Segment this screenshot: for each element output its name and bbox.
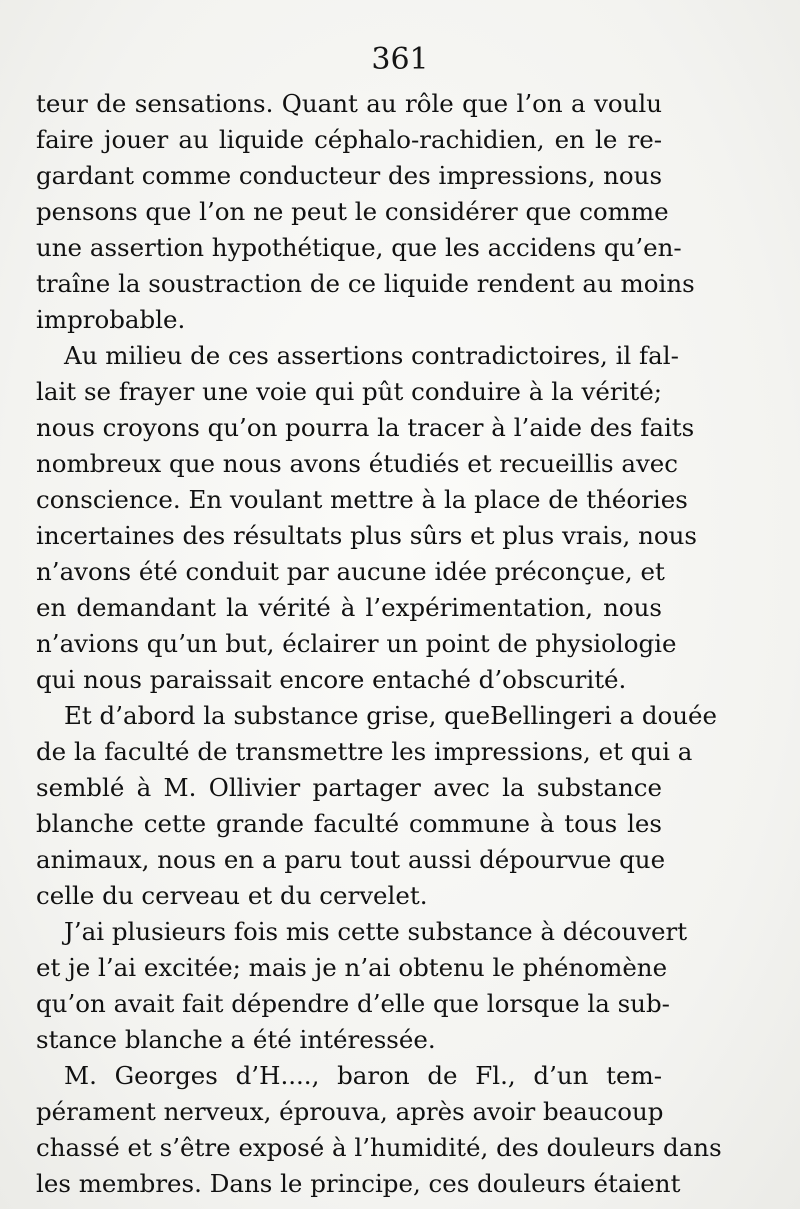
text-line: gardant comme conducteur des impressions, nous [36,161,663,190]
paragraph [36,86,695,338]
text-line: chassé et s’être exposé à l’humidité, des douleurs dans [36,1133,722,1162]
page-number: 361 [371,42,429,77]
text-line: teur de sensations. Quant au rôle que l’on a voulu [36,89,662,118]
body-text [36,86,722,1202]
text-line: n’avions qu’un but, éclairer un point de physiologie [36,629,677,658]
text-line: lait se frayer une voie qui pût conduire à la vérité; [36,377,662,406]
text-line: les membres. Dans le principe, ces douleurs étaient [36,1169,681,1198]
text-line: de la faculté de transmettre les impressions, et qui a [36,737,693,766]
text-line: Au milieu de ces assertions contradictoires, il fal- [64,341,679,370]
text-line: conscience. En voulant mettre à la place de théories [36,485,688,514]
text-line: nous croyons qu’on pourra la tracer à l’aide des faits [36,413,695,442]
text-line: pensons que l’on ne peut le considérer que comme [36,197,669,226]
text-line: nombreux que nous avons étudiés et recueillis avec [36,449,679,478]
paragraph [36,338,697,698]
text-line: stance blanche a été intéressée. [36,1025,436,1054]
paragraph [36,1058,722,1202]
text-line: incertaines des résultats plus sûrs et plus vrais, nous [36,521,697,550]
text-line: n’avons été conduit par aucune idée préconçue, et [36,557,665,586]
text-line: semblé à M. Ollivier partager avec la substance [36,773,662,802]
text-line: qu’on avait fait dépendre d’elle que lorsque la sub- [36,989,670,1018]
text-line: une assertion hypothétique, que les accidens qu’en- [36,233,682,262]
text-line: et je l’ai excitée; mais je n’ai obtenu le phénomène [36,953,668,982]
text-line: Et d’abord la substance grise, queBellingeri a douée [64,701,718,730]
text-line: animaux, nous en a paru tout aussi dépourvue que [36,845,666,874]
text-line: improbable. [36,305,186,334]
text-line: M. Georges d’H...., baron de Fl., d’un tem- [64,1061,662,1090]
text-line: en demandant la vérité à l’expérimentation, nous [36,593,662,622]
text-line: J’ai plusieurs fois mis cette substance à découvert [64,917,688,946]
text-line: pérament nerveux, éprouva, après avoir beaucoup [36,1097,664,1126]
text-line: traîne la soustraction de ce liquide rendent au moins [36,269,695,298]
text-line: faire jouer au liquide céphalo-rachidien, en le re- [36,125,662,154]
text-line: blanche cette grande faculté commune à tous les [36,809,662,838]
paragraph [36,698,718,914]
text-line: celle du cerveau et du cervelet. [36,881,428,910]
paragraph [36,914,688,1058]
text-line: qui nous paraissait encore entaché d’obscurité. [36,665,627,694]
